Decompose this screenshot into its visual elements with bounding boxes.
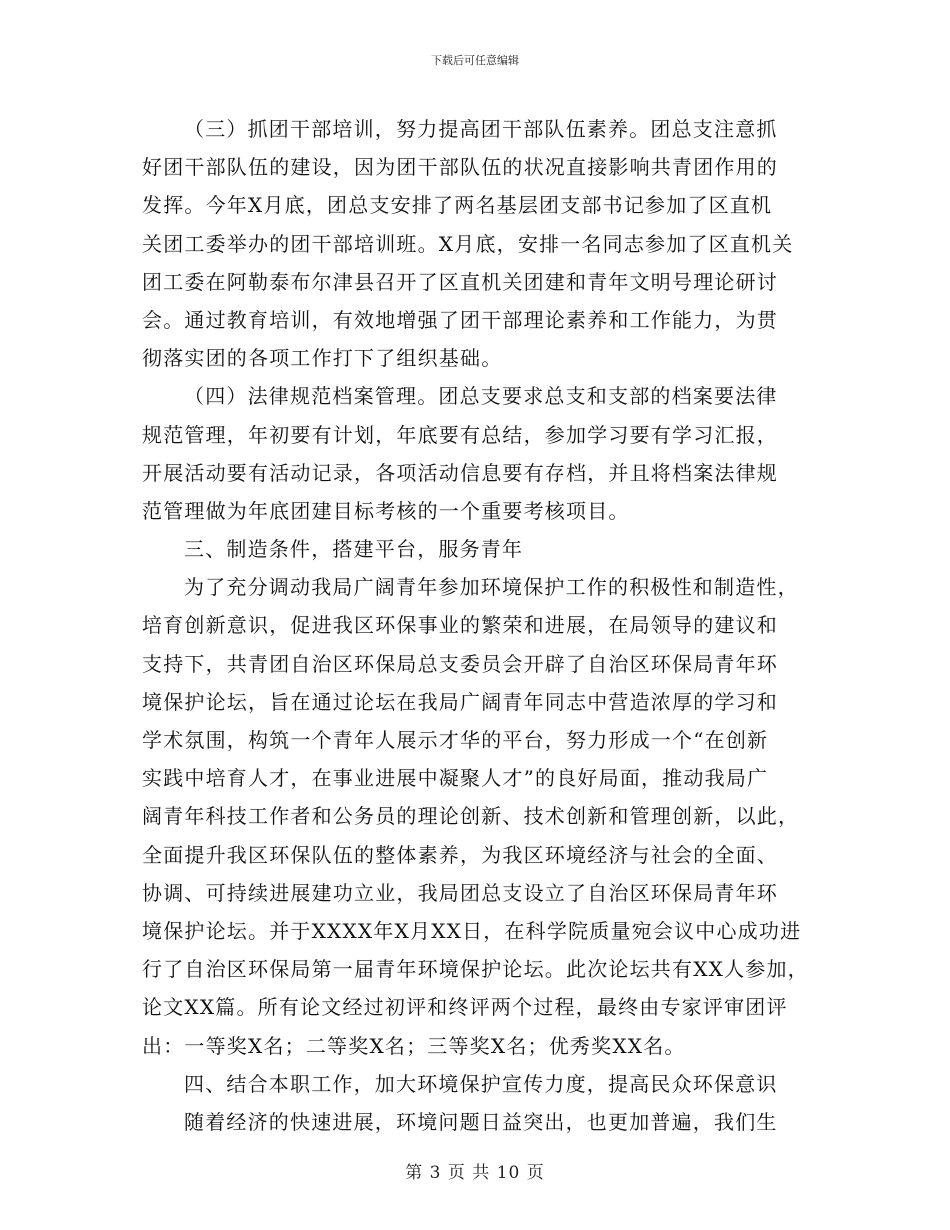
body-line: 论文XX篇。所有论文经过初评和终评两个过程，最终由专家评审团评 [142, 995, 788, 1020]
body-line: 支持下，共青团自治区环保局总支委员会开辟了自治区环保局青年环 [142, 651, 778, 676]
body-line: 境保护论坛。并于XXXX年X月XX日，在科学院质量宛会议中心成功进 [142, 918, 802, 943]
body-line: 全面提升我区环保队伍的整体素养，为我区环境经济与社会的全面、 [142, 842, 778, 867]
document-body [142, 110, 812, 1141]
body-line: 彻落实团的各项工作打下了组织基础。 [142, 346, 503, 371]
body-line: 发挥。今年X月底，团总支安排了两名基层团支部书记参加了区直机 [142, 193, 773, 218]
body-line: 实践中培育人才，在事业进展中凝聚人才”的良好局面，推动我局广 [142, 766, 769, 791]
body-line: 团工委在阿勒泰布尔津县召开了区直机关团建和青年文明号理论研讨 [142, 269, 778, 294]
body-line: 学术氛围，构筑一个青年人展示才华的平台，努力形成一个“在创新 [142, 728, 769, 752]
body-line: （三）抓团干部培训，努力提高团干部队伍素养。团总支注意抓 [184, 117, 778, 141]
page-header: 下载后可任意编辑 [431, 54, 519, 67]
body-line: 随着经济的快速进展，环境问题日益突出，也更加普遍，我们生 [184, 1109, 778, 1134]
body-line: 关团工委举办的团干部培训班。X月底，安排一名同志参加了区直机关 [142, 231, 794, 256]
body-line: 为了充分调动我局广阔青年参加环境保护工作的积极性和制造性， [184, 575, 799, 600]
section-heading: 三、制造条件，搭建平台，服务青年 [184, 537, 524, 562]
body-line: 境保护论坛，旨在通过论坛在我局广阔青年同志中营造浓厚的学习和 [142, 689, 778, 714]
body-line: 好团干部队伍的建设，因为团干部队伍的状况直接影响共青团作用的 [142, 155, 778, 180]
body-line: 行了自治区环保局第一届青年环境保护论坛。此次论坛共有XX人参加， [142, 957, 809, 982]
body-line: 范管理做为年底团建目标考核的一个重要考核项目。 [142, 498, 630, 523]
body-line: 协调、可持续进展建功立业，我局团总支设立了自治区环保局青年环 [142, 880, 778, 905]
body-line: 阔青年科技工作者和公务员的理论创新、技术创新和管理创新，以此， [142, 804, 800, 829]
body-line: 开展活动要有活动记录，各项活动信息要有存档，并且将档案法律规 [142, 460, 778, 485]
page-number-footer: 第 3 页 共 10 页 [405, 1163, 545, 1183]
body-line: 规范管理，年初要有计划，年底要有总结，参加学习要有学习汇报， [142, 422, 778, 447]
body-line: 会。通过教育培训，有效地增强了团干部理论素养和工作能力，为贯 [142, 307, 778, 332]
body-line: 出：一等奖X名；二等奖X名；三等奖X名；优秀奖XX名。 [142, 1033, 686, 1058]
body-line: 培育创新意识，促进我区环保事业的繁荣和进展，在局领导的建议和 [142, 613, 778, 638]
body-line: （四）法律规范档案管理。团总支要求总支和支部的档案要法律 [184, 384, 778, 409]
section-heading: 四、结合本职工作，加大环境保护宣传力度，提高民众环保意识 [184, 1071, 778, 1096]
